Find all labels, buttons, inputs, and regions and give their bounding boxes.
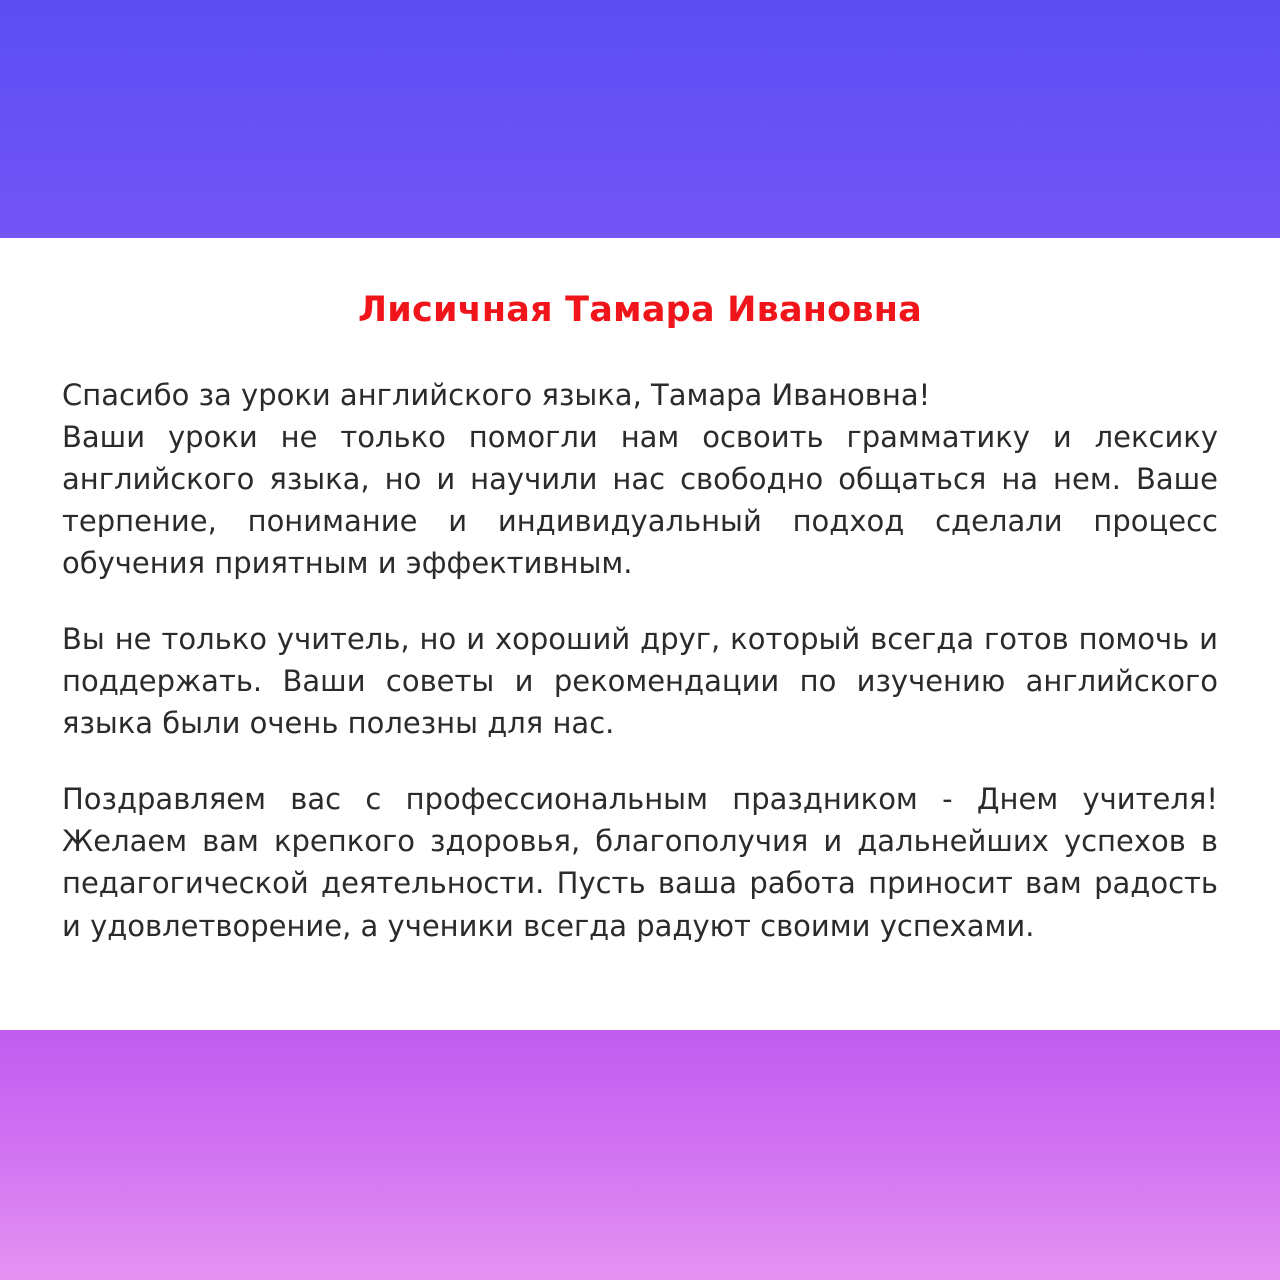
letter-paragraph-3: Поздравляем вас с профессиональным праздником - Днем учителя! Желаем вам крепкого здоровья, благополучия и дальнейших успехов в педагогической деятельности. Пусть ваша работа приносит вам радость и удовлетворение, а ученики всегда радуют своими успехами. (62, 782, 1218, 943)
letter-card (0, 238, 1280, 1030)
letter-paragraph-2: Вы не только учитель, но и хороший друг, который всегда готов помочь и поддержать. Ваши советы и рекомендации по изучению английского языка были очень полезны для нас. (62, 622, 1218, 741)
page-title: Лисичная Тамара Ивановна (358, 290, 922, 330)
letter-body (62, 374, 1218, 947)
letter-paragraph-1: Спасибо за уроки английского языка, Тамара Ивановна! Ваши уроки не только помогли нам освоить грамматику и лексику английского языка, но и научили нас свободно общаться на нем. Ваше терпение, понимание и индивидуальный подход сделали процесс обучения приятным и эффективным. (62, 378, 1218, 581)
top-gradient-band (0, 0, 1280, 238)
bottom-gradient-band (0, 1030, 1280, 1280)
